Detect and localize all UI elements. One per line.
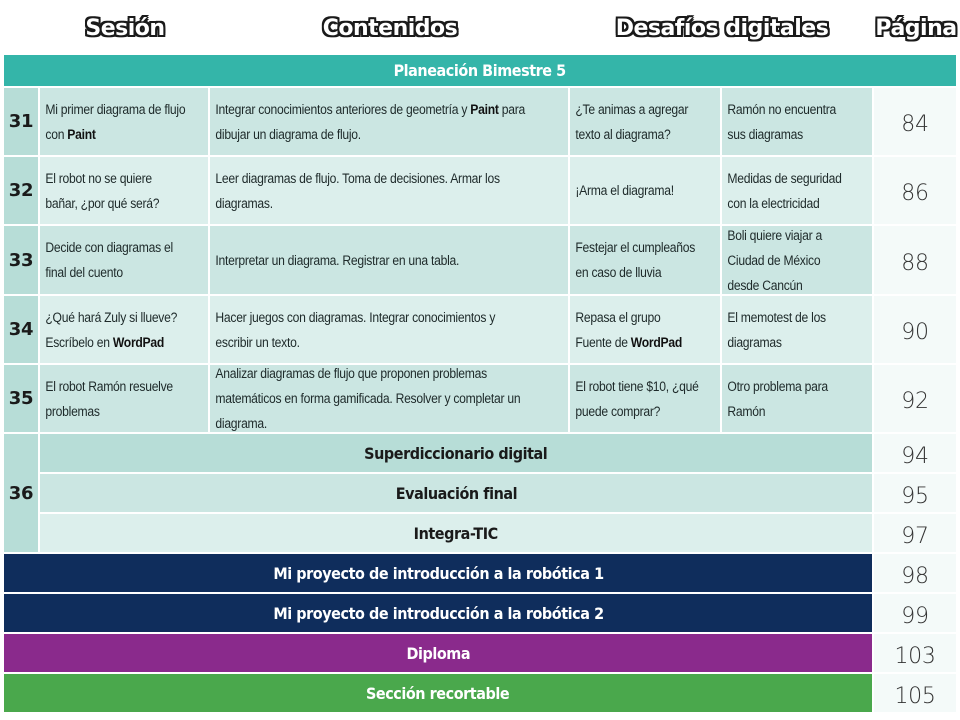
session-number: 32 xyxy=(4,157,40,226)
digital-challenge-2: Ramón no encuentra sus diagramas xyxy=(722,88,874,157)
session-number: 31 xyxy=(4,88,40,157)
session-number: 36 xyxy=(4,434,40,554)
session-contents: Hacer juegos con diagramas. Integrar conocimientos y escribir un texto. xyxy=(210,296,570,365)
session-contents: Leer diagramas de flujo. Toma de decisiones. Armar los diagramas. xyxy=(210,157,570,226)
page-number: 103 xyxy=(874,634,958,674)
session-number: 34 xyxy=(4,296,40,365)
digital-challenge-2: Boli quiere viajar a Ciudad de México desde Cancún xyxy=(722,226,874,296)
planeacion-banner xyxy=(4,55,958,88)
header-contenidos: Contenidos xyxy=(322,15,458,41)
planeacion-label: Planeación Bimestre 5 xyxy=(393,61,567,80)
digital-challenge-1: ¡Arma el diagrama! xyxy=(570,157,722,226)
extra-row: Mi proyecto de introducción a la robótica 1 xyxy=(4,554,874,594)
page-number: 98 xyxy=(874,554,958,594)
page-number: 97 xyxy=(874,514,958,554)
header-sesion: Sesión xyxy=(85,15,165,41)
extra-row: Mi proyecto de introducción a la robótica 2 xyxy=(4,594,874,634)
session-title: El robot no se quiere bañar, ¿por qué será? xyxy=(40,157,210,226)
page-number: 84 xyxy=(874,88,958,157)
digital-challenge-2: Otro problema para Ramón xyxy=(722,365,874,434)
session-number: 33 xyxy=(4,226,40,296)
page-number: 105 xyxy=(874,674,958,714)
session36-item: Superdiccionario digital xyxy=(40,434,874,474)
digital-challenge-1: Festejar el cumpleaños en caso de lluvia xyxy=(570,226,722,296)
app-name: WordPad xyxy=(112,334,165,350)
session-title: El robot Ramón resuelve problemas xyxy=(40,365,210,434)
digital-challenge-2: Medidas de seguridad con la electricidad xyxy=(722,157,874,226)
digital-challenge-1: ¿Te animas a agregar texto al diagrama? xyxy=(570,88,722,157)
extra-row: Sección recortable xyxy=(4,674,874,714)
page-number: 92 xyxy=(874,365,958,434)
app-name: Paint xyxy=(470,101,499,117)
session-title: ¿Qué hará Zuly si llueve? Escríbelo en WordPad xyxy=(40,296,210,365)
page-number: 88 xyxy=(874,226,958,296)
session-title: Decide con diagramas el final del cuento xyxy=(40,226,210,296)
page-number: 95 xyxy=(874,474,958,514)
session36-item: Integra-TIC xyxy=(40,514,874,554)
digital-challenge-1: Repasa el grupo Fuente de WordPad xyxy=(570,296,722,365)
planning-table xyxy=(4,55,958,718)
session-title: Mi primer diagrama de flujo con Paint xyxy=(40,88,210,157)
digital-challenge-1: El robot tiene $10, ¿qué puede comprar? xyxy=(570,365,722,434)
session-contents: Analizar diagramas de flujo que proponen problemas matemáticos en forma gamificada. Resolver y completar un diagrama. xyxy=(210,365,570,434)
page-number: 94 xyxy=(874,434,958,474)
session-contents: Interpretar un diagrama. Registrar en una tabla. xyxy=(210,226,570,296)
page-number: 90 xyxy=(874,296,958,365)
app-name: WordPad xyxy=(630,334,683,350)
session-contents: Integrar conocimientos anteriores de geometría y Paint para dibujar un diagrama de flujo. xyxy=(210,88,570,157)
header-desafios: Desafíos digitales xyxy=(615,15,829,41)
session-number: 35 xyxy=(4,365,40,434)
digital-challenge-2: El memotest de los diagramas xyxy=(722,296,874,365)
session36-item: Evaluación final xyxy=(40,474,874,514)
app-name: Paint xyxy=(67,126,96,142)
page-number: 99 xyxy=(874,594,958,634)
extra-row: Diploma xyxy=(4,634,874,674)
page-number: 86 xyxy=(874,157,958,226)
header-pagina: Página xyxy=(875,15,957,41)
